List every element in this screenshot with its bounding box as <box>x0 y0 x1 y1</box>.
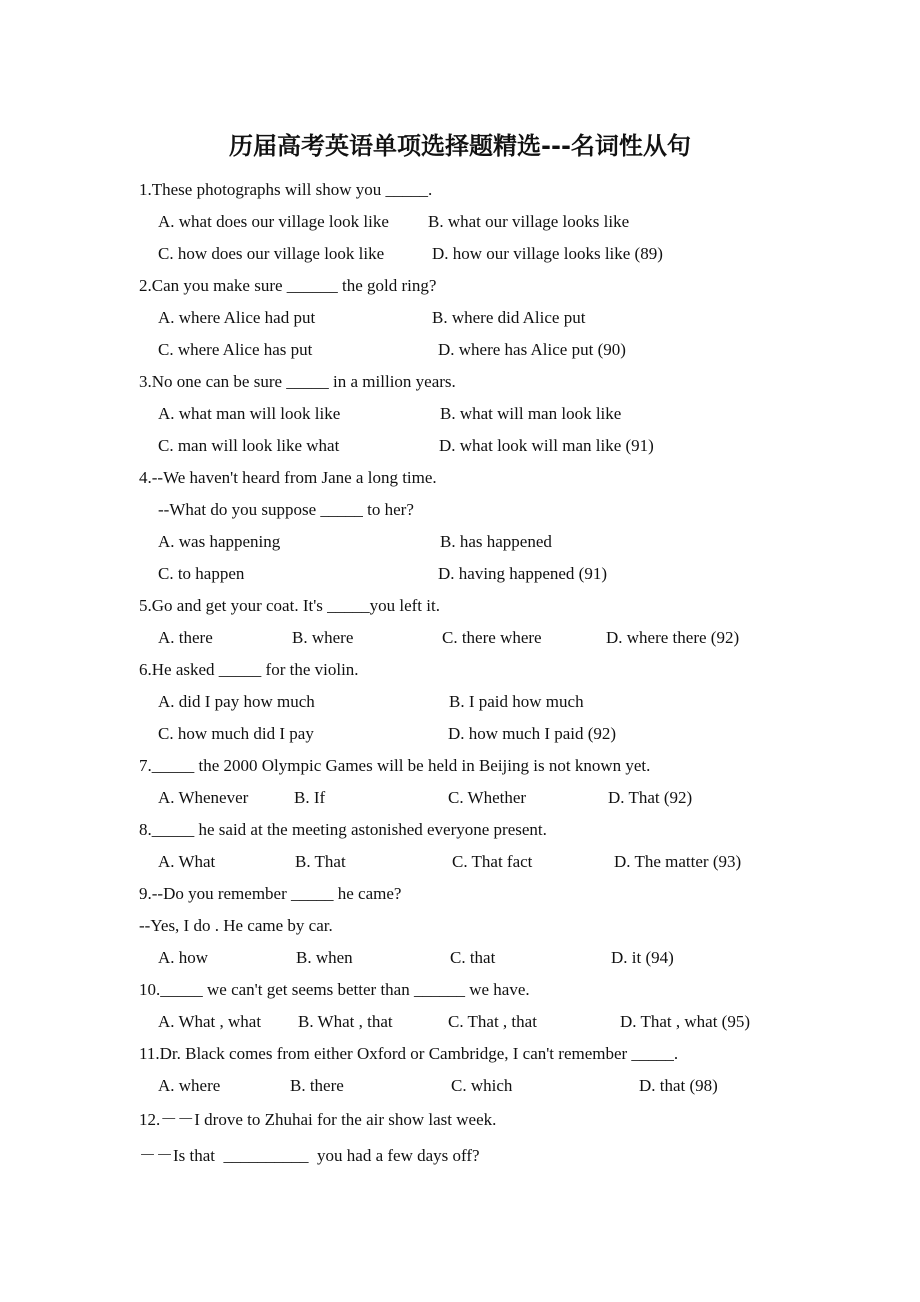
option-a: A. where <box>158 1076 221 1095</box>
option-b: B. what our village looks like <box>428 212 630 231</box>
option-d: D. what look will man like (91) <box>439 436 654 455</box>
option-c: C. how much did I pay <box>158 724 314 743</box>
option-c: C. which <box>451 1076 513 1095</box>
question-stem: 11.Dr. Black comes from either Oxford or Cambridge, I can't remember _____. <box>139 1044 679 1063</box>
option-a: A. what does our village look like <box>158 212 389 231</box>
question-stem: 5.Go and get your coat. It's _____you left it. <box>139 596 440 615</box>
question-stem: 1.These photographs will show you _____. <box>139 180 433 199</box>
option-c: C. where Alice has put <box>158 340 313 359</box>
option-d: D. how our village looks like (89) <box>432 244 663 263</box>
question-stem: 2.Can you make sure ______ the gold ring? <box>139 276 437 295</box>
option-a: A. was happening <box>158 532 281 551</box>
question-stem: 12.－－I drove to Zhuhai for the air show last week. <box>139 1110 497 1129</box>
option-d: D. how much I paid (92) <box>448 724 617 743</box>
option-a: A. What , what <box>158 1012 262 1031</box>
option-c: C. Whether <box>448 788 527 807</box>
question-stem: 8._____ he said at the meeting astonished everyone present. <box>139 820 547 839</box>
option-a: A. Whenever <box>158 788 249 807</box>
question-stem: 4.--We haven't heard from Jane a long time. <box>139 468 437 487</box>
option-d: D. The matter (93) <box>614 852 742 871</box>
option-b: B. where <box>292 628 354 647</box>
option-b: B. has happened <box>440 532 552 551</box>
option-a: A. did I pay how much <box>158 692 315 711</box>
option-c: C. to happen <box>158 564 245 583</box>
option-b: B. If <box>294 788 326 807</box>
option-d: D. where has Alice put (90) <box>438 340 626 359</box>
option-c: C. there where <box>442 628 542 647</box>
option-d: D. That , what (95) <box>620 1012 750 1031</box>
option-b: B. That <box>295 852 346 871</box>
question-stem-2: －－Is that __________ you had a few days off? <box>139 1146 480 1165</box>
question-stem: 7._____ the 2000 Olympic Games will be held in Beijing is not known yet. <box>139 756 651 775</box>
option-b: B. What , that <box>298 1012 393 1031</box>
page-title: 历届高考英语单项选择题精选---名词性从句 <box>229 132 691 160</box>
question-stem: 9.--Do you remember _____ he came? <box>139 884 402 903</box>
option-d: D. that (98) <box>639 1076 718 1095</box>
question-stem-2: --Yes, I do . He came by car. <box>139 916 333 935</box>
option-a: A. What <box>158 852 216 871</box>
option-b: B. what will man look like <box>440 404 622 423</box>
option-b: B. there <box>290 1076 344 1095</box>
option-d: D. That (92) <box>608 788 693 807</box>
option-b: B. I paid how much <box>449 692 584 711</box>
option-c: C. man will look like what <box>158 436 340 455</box>
question-stem: 6.He asked _____ for the violin. <box>139 660 359 679</box>
option-d: D. where there (92) <box>606 628 740 647</box>
option-a: A. where Alice had put <box>158 308 316 327</box>
option-d: D. it (94) <box>611 948 674 967</box>
option-a: A. there <box>158 628 213 647</box>
option-b: B. where did Alice put <box>432 308 586 327</box>
option-c: C. how does our village look like <box>158 244 385 263</box>
question-stem: 3.No one can be sure _____ in a million years. <box>139 372 456 391</box>
option-d: D. having happened (91) <box>438 564 608 583</box>
option-a: A. what man will look like <box>158 404 341 423</box>
question-stem-2: --What do you suppose _____ to her? <box>158 500 414 519</box>
option-c: C. That , that <box>448 1012 537 1031</box>
option-c: C. that <box>450 948 496 967</box>
question-stem: 10._____ we can't get seems better than ______ we have. <box>139 980 530 999</box>
option-c: C. That fact <box>452 852 533 871</box>
option-a: A. how <box>158 948 209 967</box>
option-b: B. when <box>296 948 353 967</box>
